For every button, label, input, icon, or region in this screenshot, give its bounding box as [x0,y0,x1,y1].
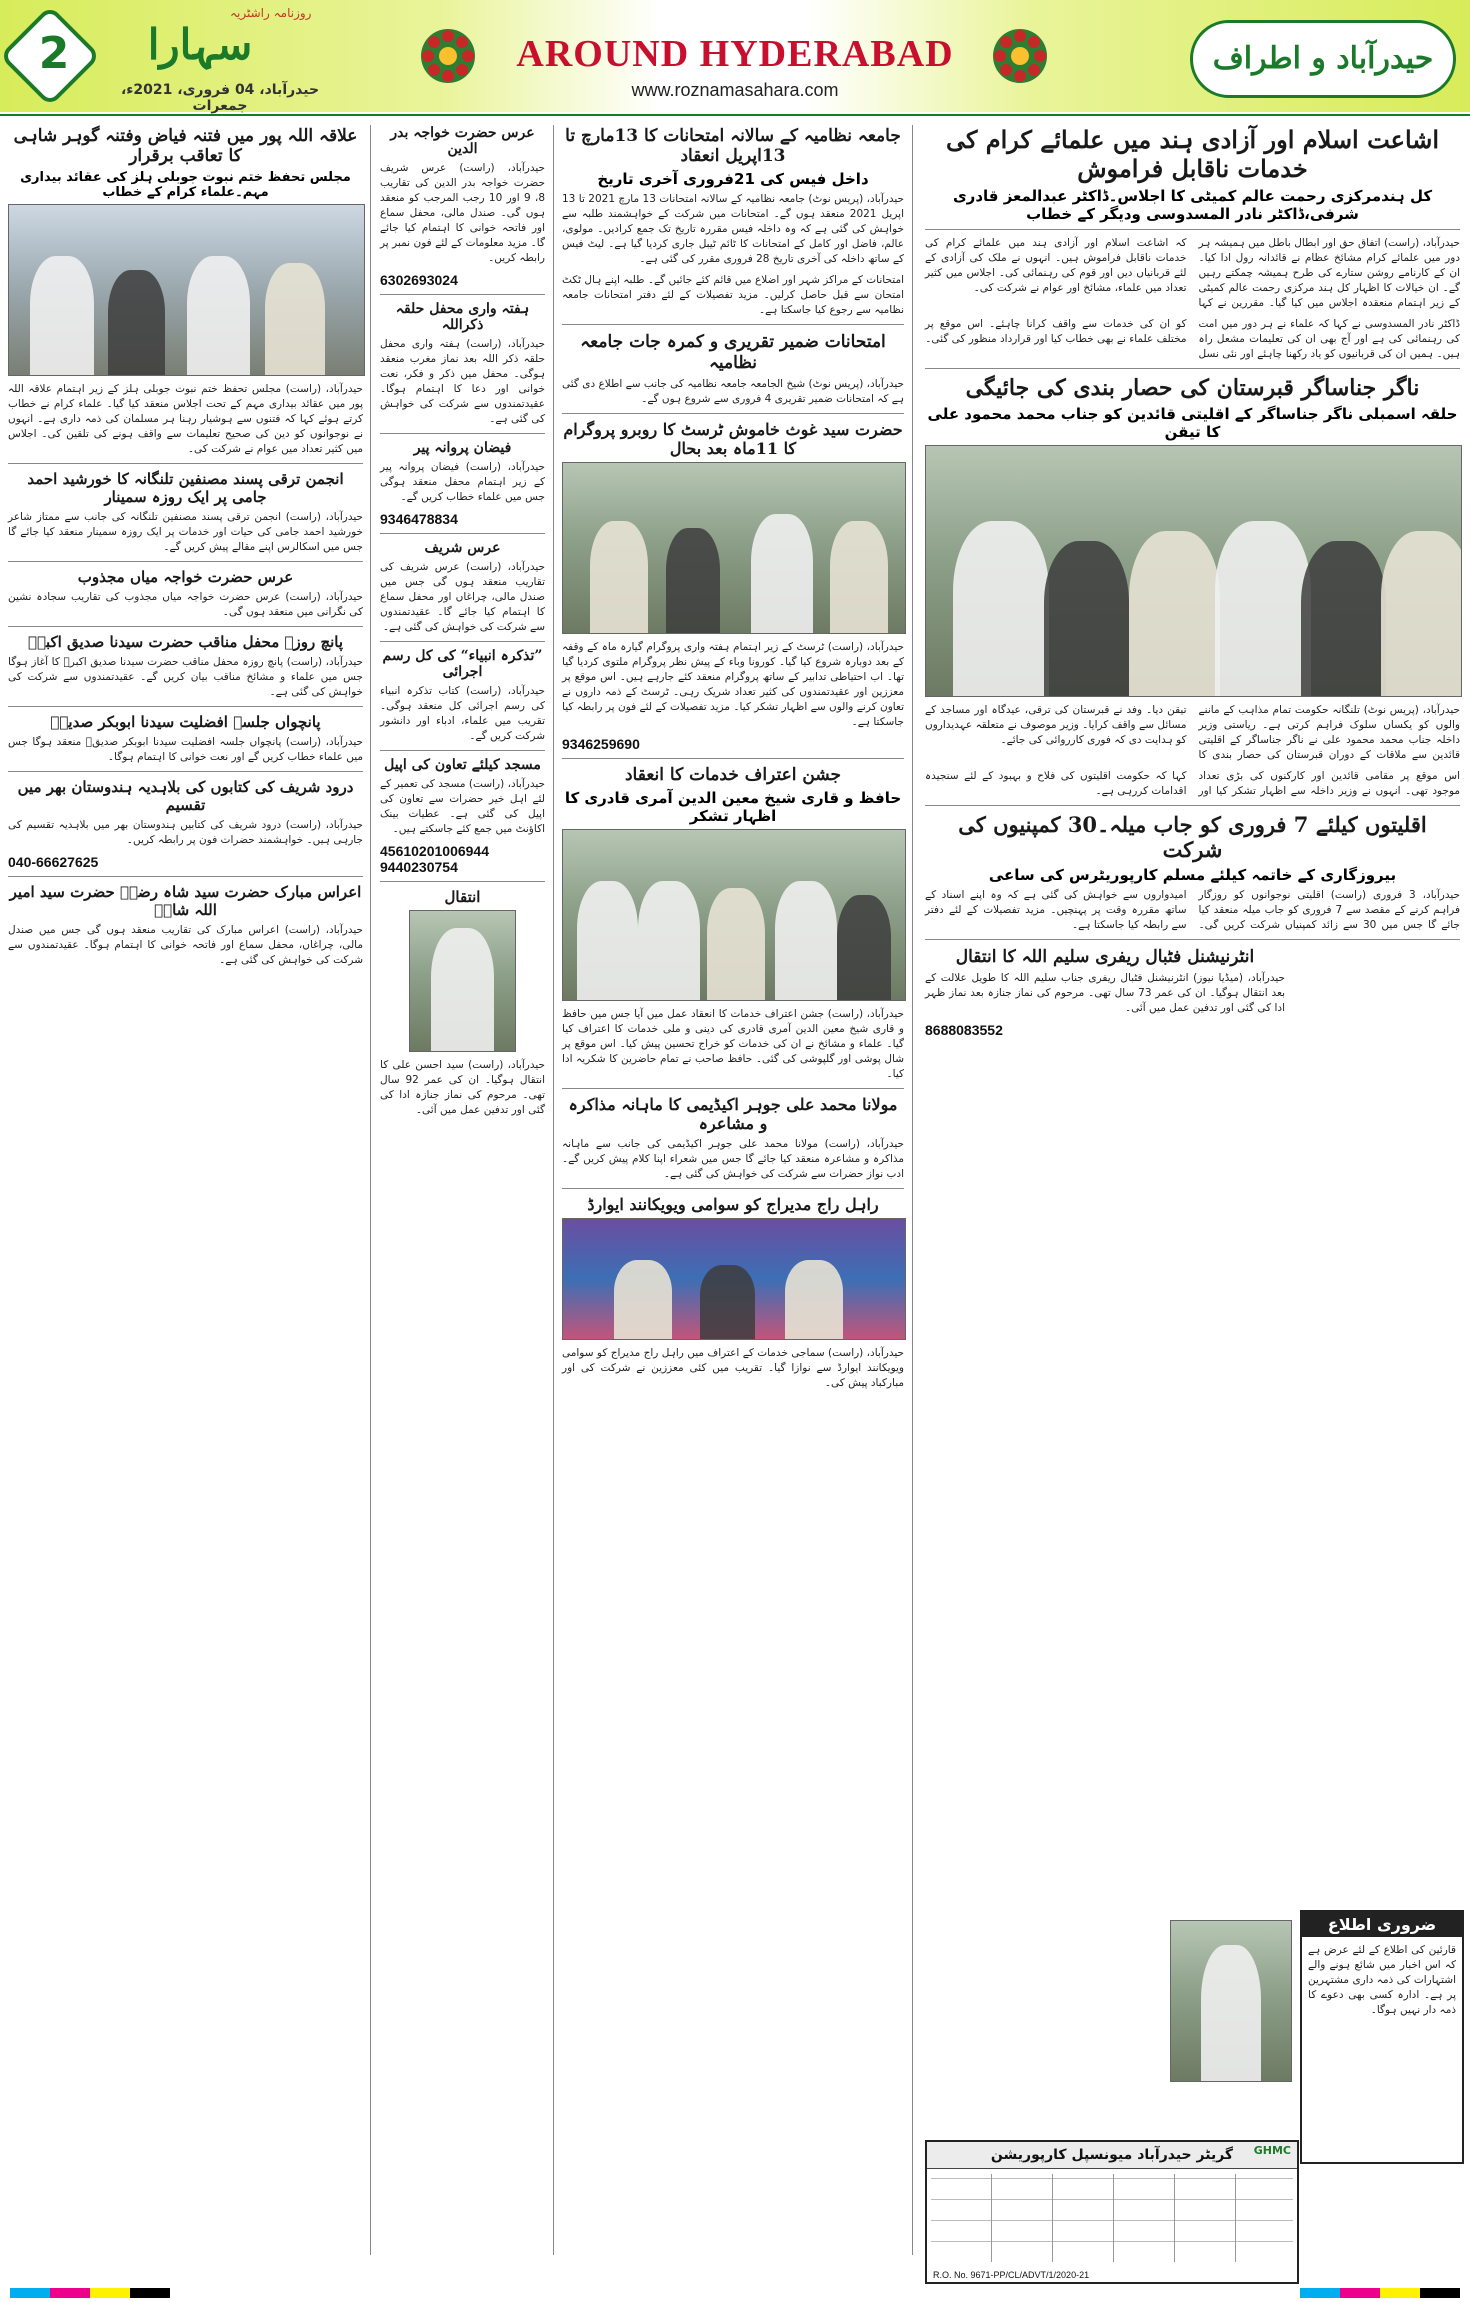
registration-bar [50,2288,90,2298]
article-body: حیدرآباد، (راست) ٹرسٹ کے زیر اہتمام ہفتہ واری پروگرام گیارہ ماہ کے وقفہ کے بعد دوبارہ شروع کیا گیا۔ کورونا وباء کے پیش نظر پروگرام ملتوی کردیا گیا تھا۔ اب احتیاطی تدابیر کے ساتھ پروگرام منعقد کئے جارہے ہیں۔ اس موقع پر معززین اور عقیدتمندوں کی کثیر تعداد شریک رہی۔ ٹرسٹ کے ذمہ داروں نے تعاون کرنے والوں سے اظہار تشکر کیا۔ مزید تفصیلات کے لئے فون پر رابطہ کیا جاسکتا ہے۔ [562,641,904,728]
article-body: حیدرآباد، (راست) پانچ روزہ محفل مناقب حضرت سیدنا صدیق اکبرؓ کا آغاز ہوگا جس میں علماء و مشائخ مناقب بیان کریں گے۔ عقیدتمندوں سے شرکت کی خواہش کی گئی ہے۔ [8,656,363,698]
registration-bar [1420,2288,1460,2298]
headline: جامعہ نظامیہ کے سالانہ امتحانات کا 13مارچ تا 13اپریل انعقاد [565,126,901,166]
article-body: حیدرآباد، (راست) عرس حضرت خواجہ میاں مجذوب کی تقاریب سجادہ نشین کی نگرانی میں منعقد ہوں گی۔ [8,591,363,618]
registration-bar [1300,2288,1340,2298]
headline: انجمن ترقی پسند مصنفین تلنگانہ کا خورشید احمد جامی پر ایک روزہ سمینار [27,470,344,506]
article-body: حیدرآباد، (راست) پانچواں جلسہ افضلیت سیدنا ابوبکر صدیقؓ منعقد ہوگا جس میں علماء خطاب کریں گے اور نعت خوانی کا اہتمام ہوگا۔ [8,736,363,763]
contact-number: 6302693024 [380,272,458,288]
paper-name: سہارا [147,20,253,69]
article-body: حیدرآباد، (راست) عرس شریف حضرت خواجہ بدر الدین کی تقاریب 8، 9 اور 10 رجب المرجب کو منعقد ہوں گی۔ صندل مالی، محفل سماع اور فاتحہ خوانی کا اہتمام کیا جائے گا۔ مزید معلومات کے لئے فون نمبر پر رابطہ کریں۔ [380,162,545,264]
flower-emblem-icon [418,26,478,86]
headline: اعراس مبارک حضرت سید شاہ رضاؒ حضرت سید امیر اللہ شاہؒ [9,883,362,919]
obituary-photo [1170,1920,1292,2082]
headline: اقلیتوں کیلئے 7 فروری کو جاب میلہ۔30 کمپنیوں کی شرکت [958,812,1427,862]
ghmc-logo: GHMC [1253,2144,1291,2157]
subhead: حافظ و قاری شیخ معین الدین آمری قادری کا اظہار تشکر [564,789,902,825]
headline: مولانا محمد علی جوہر اکیڈیمی کا ماہانہ مذاکرہ و مشاعرہ [568,1095,898,1133]
article-body: حیدرآباد، (پریس نوٹ) جامعہ نظامیہ کے سالانہ امتحانات 13 مارچ 2021 تا 13 اپریل 2021 منعقد ہوں گے۔ امتحانات میں شرکت کے خواہشمند طلبہ سے خواہش کی گئی ہے کہ وہ داخلہ فیس مقررہ تاریخ تک جمع کرادیں۔ مولوی، عالم، فاضل اور کامل کے امتحانات کا ٹائم ٹیبل جاری کردیا گیا ہے۔ لیٹ فیس کے ساتھ داخلہ کی آخری تاریخ 28 فروری مقرر کی گئی ہے۔ [562,193,904,265]
article-body: حیدرآباد، (میڈیا نیوز) انٹرنیشنل فٹبال ریفری جناب سلیم اللہ کا طویل علالت کے بعد انتقال ہوگیا۔ ان کی عمر 73 سال تھی۔ مرحوم کی نماز جنازہ بعد نماز ظہر ادا کی گئی اور تدفین عمل میں آئی۔ [925,972,1285,1014]
headline: انتقال [444,888,481,906]
article-body: حیدرآباد، (راست) مسجد کی تعمیر کے لئے اہل خیر حضرات سے تعاون کی اپیل کی گئی ہے۔ عطیات بینک اکاؤنٹ میں جمع کئے جاسکتے ہیں۔ [380,778,545,835]
website-link[interactable]: www.roznamasahara.com [631,80,839,100]
headline: علاقہ اللہ پور میں فتنہ فیاض وفتنہ گوہر شاہی کا تعاقب برقرار [13,126,358,166]
column-3 [380,125,545,1124]
headline: ناگر جناساگر قبرستان کی حصار بندی کی جائیگی [965,375,1420,401]
article-body: حیدرآباد، (پریس نوٹ) شیخ الجامعہ جامعہ نظامیہ کی جانب سے اطلاع دی گئی ہے کہ امتحانات ضمیر تقریری 4 فروری سے شروع ہوں گے۔ [562,378,904,405]
headline: عرس حضرت خواجہ میاں مجذوب [77,568,294,586]
article-body: حیدرآباد، (راست) مولانا محمد علی جوہر اکیڈیمی کی جانب سے ماہانہ مذاکرہ و مشاعرہ منعقد کیا جائے گا جس میں شعراء اپنا کلام پیش کریں گے۔ ادب نواز حضرات سے شرکت کی خواہش کی گئی ہے۔ [562,1138,904,1180]
ghmc-advertisement [925,2140,1299,2284]
masthead [0,0,1470,112]
headline: فیضان پروانہ پیر [413,440,512,456]
news-photo [562,829,906,1001]
article-body: حیدرآباد، (راست) فیضان پروانہ پیر کے زیر اہتمام محفل منعقد ہوگی جس میں علماء خطاب کریں گے۔ [380,461,545,503]
article-body: حیدرآباد، (راست) جشن اعتراف خدمات کا انعقاد عمل میں آیا جس میں حافظ و قاری شیخ معین الدین آمری قادری کی دینی و ملی خدمات کا اعتراف کیا گیا۔ علماء و مشائخ نے ان کی خدمات کو خراج تحسین پیش کیا۔ اس موقع پر شال پوشی اور گلپوشی کی گئی۔ حافظ صاحب نے تمام حاضرین کا شکریہ ادا کیا۔ [562,1008,904,1080]
news-photo [925,445,1462,697]
article-body: حیدرآباد، (راست) اعراس مبارک کی تقاریب منعقد ہوں گی جس میں صندل مالی، چراغاں، محفل سماع اور فاتحہ خوانی کا اہتمام ہوگا۔ عقیدتمندوں سے شرکت کی خواہش کی گئی ہے۔ [8,924,363,966]
article-body: حیدرآباد، (پریس نوٹ) تلنگانہ حکومت تمام مذاہب کے ماننے والوں کو یکساں سلوک فراہم کرتی ہے۔ ریاستی وزیر داخلہ جناب محمد محمود علی نے ناگر جناساگر کے اقلیتی قائدین سے ملاقات کے دوران قبرستان کی حصار بندی کا تیقن دیا۔ وفد نے قبرستان کی ترقی، عیدگاہ اور مساجد کے مسائل سے واقف کرایا۔ وزیر موصوف نے متعلقہ عہدیداروں کو ہدایت دی کہ فوری کارروائی کی جائے۔ [925,704,1460,761]
subhead: حلقہ اسمبلی ناگر جناساگر کے اقلیتی قائدین کو جناب محمد محمود علی کا تیقن [927,405,1458,441]
headline: حضرت سید غوث خاموش ٹرسٹ کا روبرو پروگرام کا 11ماہ بعد بحال [563,420,903,458]
header-rule [0,114,1470,116]
ad-ro-number: R.O. No. 9671-PP/CL/ADVT/1/2020-21 [933,2270,1090,2280]
ad-table [931,2174,1293,2262]
headline: مسجد کیلئے تعاون کی اپیل [384,757,541,773]
article-body: حیدرآباد، 3 فروری (راست) اقلیتی نوجوانوں کو روزگار فراہم کرنے کے مقصد سے 7 فروری کو جاب میلہ منعقد کیا جائے گا جس میں 30 سے زائد کمپنیاں شرکت کریں گی۔ امیدواروں سے خواہش کی گئی ہے کہ وہ اپنے اسناد کے ساتھ مقررہ وقت پر پہنچیں۔ مزید تفصیلات کے لئے دفتر سے رابطہ کیا جاسکتا ہے۔ [925,889,1460,931]
headline: انٹرنیشنل فٹبال ریفری سلیم اللہ کا انتقال [955,947,1255,967]
notice-title: ضروری اطلاع [1302,1912,1462,1937]
column-divider [370,125,371,2255]
notice-box [1300,1910,1464,2164]
column-4 [8,125,363,974]
contact-number: 8688083552 [925,1022,1003,1038]
headline: اشاعت اسلام اور آزادی ہند میں علمائے کرام کی خدمات ناقابل فراموش [945,125,1440,183]
headline: پانچواں جلسہ افضلیت سیدنا ابوبکر صدیقؓ [50,713,321,731]
article-body: حیدرآباد، (راست) سماجی خدمات کے اعتراف میں راہل راج مدیراج کو سوامی ویویکانند ایوارڈ سے نوازا گیا۔ تقریب میں کئی معززین نے شرکت کی اور مبارکباد پیش کی۔ [562,1347,904,1389]
headline: پانچ روزہ محفل مناقب حضرت سیدنا صدیق اکبرؓ [27,633,344,651]
registration-bar [130,2288,170,2298]
article-body: حیدرآباد، (راست) عرس شریف کی تقاریب منعقد ہوں گی جس میں صندل مالی، چراغاں اور محفل سماع کا اہتمام کیا جائے گا۔ عقیدتمندوں سے شرکت کی خواہش کی گئی ہے۔ [380,561,545,633]
article-body: حیدرآباد، (راست) مجلس تحفظ ختم نبوت جوبلی ہلز کے زیر اہتمام علاقہ اللہ پور میں عقائد بیداری مہم کے تحت اجلاس منعقد کیا گیا۔ علماء کرام نے خطاب کرتے ہوئے کہا کہ فتنوں سے ہوشیار رہنا ہر مسلمان کی ذمہ داری ہے۔ انہوں نے نوجوانوں کو دین کی صحیح تعلیمات سے واقف ہونے کی تلقین کی۔ اجلاس میں کثیر تعداد میں عوام نے شرکت کی۔ [8,383,363,455]
contact-number: 9346478834 [380,511,458,527]
section-title-ur: حیدرآباد و اطراف [1190,20,1456,98]
article-body: حیدرآباد، (راست) کتاب تذکرہ انبیاء کی رسم اجرائی کل منعقد ہوگی۔ تقریب میں علماء، ادباء اور دانشور شرکت کریں گے۔ [380,685,545,742]
article-body: امتحانات کے مراکز شہر اور اضلاع میں قائم کئے جائیں گے۔ طلبہ اپنے ہال ٹکٹ امتحان سے قبل حاصل کرلیں۔ مزید تفصیلات کے لئے دفتر امتحانات جامعہ نظامیہ سے رجوع کیا جاسکتا ہے۔ [562,274,904,316]
flower-emblem-icon [990,26,1050,86]
headline: امتحانات ضمیر تقریری و کمرہ جات جامعہ نظامیہ [580,332,886,373]
page-number: 2 [38,28,70,79]
headline: ہفتہ واری محفل حلقہ ذکراللہ [395,301,530,333]
contact-number: 9440230754 [380,859,458,875]
subhead: داخل فیس کی 21فروری آخری تاریخ [597,170,869,188]
column-1 [925,125,1460,1038]
news-photo [8,204,365,376]
registration-bar [90,2288,130,2298]
subhead: بیروزگاری کے خاتمہ کیلئے مسلم کارپوریٹرس کی ساعی [988,866,1397,884]
date-line: حیدرآباد، 04 فروری، 2021ء، جمعرات [120,82,320,114]
subhead: کل ہندمرکزی رحمت عالم کمیٹی کا اجلاس۔ڈاکٹر عبدالمعز قادری شرفی،ڈاکٹر نادر المسدوسی ودیگر کے خطاب [952,187,1433,223]
column-divider [553,125,554,2255]
article-body: اس موقع پر مقامی قائدین اور کارکنوں کی بڑی تعداد موجود تھی۔ انہوں نے وزیر داخلہ سے اظہار تشکر کیا اور کہا کہ حکومت اقلیتوں کی فلاح و بہبود کے لئے سنجیدہ اقدامات کررہی ہے۔ [925,770,1460,797]
headline: ”تذکرہ انبیاء“ کی کل رسم اجرائی [382,648,543,680]
headline: عرس حضرت خواجہ بدر الدین [390,125,535,157]
notice-body: قارئین کی اطلاع کے لئے عرض ہے کہ اس اخبار میں شائع ہونے والے اشتہارات کی ذمہ داری مشتہرین پر ہے۔ ادارہ کسی بھی دعوے کا ذمہ دار نہیں ہوگا۔ [1308,1944,1456,2016]
article-body: حیدرآباد، (راست) اتفاق حق اور ابطال باطل میں ہمیشہ ہر دور میں علمائے کرام مشائخ عظام نے قائدانہ رول ادا کیا۔ ان کے کارنامے روشن ستارے کی طرح ہمیشہ چمکتے رہیں گے۔ ان خیالات کا اظہار کل ہند مرکزی رحمت عالم کمیٹی کے زیر اہتمام منعقدہ اجلاس میں کیا گیا۔ مقررین نے کہا کہ اشاعت اسلام اور آزادی ہند میں علمائے کرام کی خدمات ناقابل فراموش ہیں۔ انہوں نے ملک کی آزادی کے لئے قربانیاں دیں اور قوم کی رہنمائی کی۔ اجلاس میں کثیر تعداد میں علماء، مشائخ اور عوام نے شرکت کی۔ [925,237,1460,309]
article-body: ڈاکٹر نادر المسدوسی نے کہا کہ علماء نے ہر دور میں امت کی رہنمائی کی ہے اور آج بھی ان کی تعلیمات مشعل راہ ہیں۔ ہمیں ان کی قربانیوں کو یاد رکھنا چاہئے اور نئی نسل کو ان کی خدمات سے واقف کرانا چاہئے۔ اس موقع پر مختلف علماء نے بھی خطاب کیا اور قرارداد منظور کی گئی۔ [925,318,1460,360]
registration-bar [10,2288,50,2298]
registration-bar [1380,2288,1420,2298]
column-divider [912,125,913,2255]
headline: عرس شریف [424,540,501,556]
news-photo [562,1218,906,1340]
article-body: حیدرآباد، (راست) ہفتہ واری محفل حلقہ ذکر اللہ بعد نماز مغرب منعقد ہوگی۔ محفل میں ذکر و فکر، نعت خوانی اور دعا کا اہتمام ہوگا۔ عقیدتمندوں سے شرکت کی خواہش کی گئی ہے۔ [380,338,545,425]
headline: درود شریف کی کتابوں کی بلاہدیہ ہندوستان بھر میں تقسیم [17,778,354,814]
obituary-photo [409,910,516,1052]
section-title-en: AROUND HYDERABAD [516,33,954,75]
article-body: حیدرآباد، (راست) درود شریف کی کتابیں ہندوستان بھر میں بلاہدیہ تقسیم کی جارہی ہیں۔ خواہشمند حضرات فون پر رابطہ کریں۔ [8,819,363,846]
column-2 [562,125,904,1397]
bank-account: 45610201006944 [380,843,490,859]
ad-title: گریٹر حیدرآباد میونسپل کارپوریشن [927,2142,1297,2169]
headline: جشن اعتراف خدمات کا انعقاد [624,765,841,785]
headline: راہل راج مدیراج کو سوامی ویویکانند ایوارڈ [587,1195,879,1214]
subhead: مجلس تحفظ ختم نبوت جوبلی ہلز کی عقائد بیداری مہم۔علماء کرام کے خطاب [20,170,351,200]
article-body: حیدرآباد، (راست) انجمن ترقی پسند مصنفین تلنگانہ کی جانب سے ممتاز شاعر خورشید احمد جامی کی حیات اور خدمات پر ایک روزہ سمینار منعقد کیا جائے گا جس میں اسکالرس اپنے مقالے پیش کریں گے۔ [8,511,363,553]
registration-bar [1340,2288,1380,2298]
article-body: حیدرآباد، (راست) سید احسن علی کا انتقال ہوگیا۔ ان کی عمر 92 سال تھی۔ مرحوم کی نماز جنازہ ادا کی گئی اور تدفین عمل میں آئی۔ [380,1059,545,1116]
news-photo [562,462,906,634]
contact-number: 9346259690 [562,736,640,752]
paper-tagline: روزنامہ راشٹریہ [230,6,312,20]
contact-number: 040-66627625 [8,854,99,870]
